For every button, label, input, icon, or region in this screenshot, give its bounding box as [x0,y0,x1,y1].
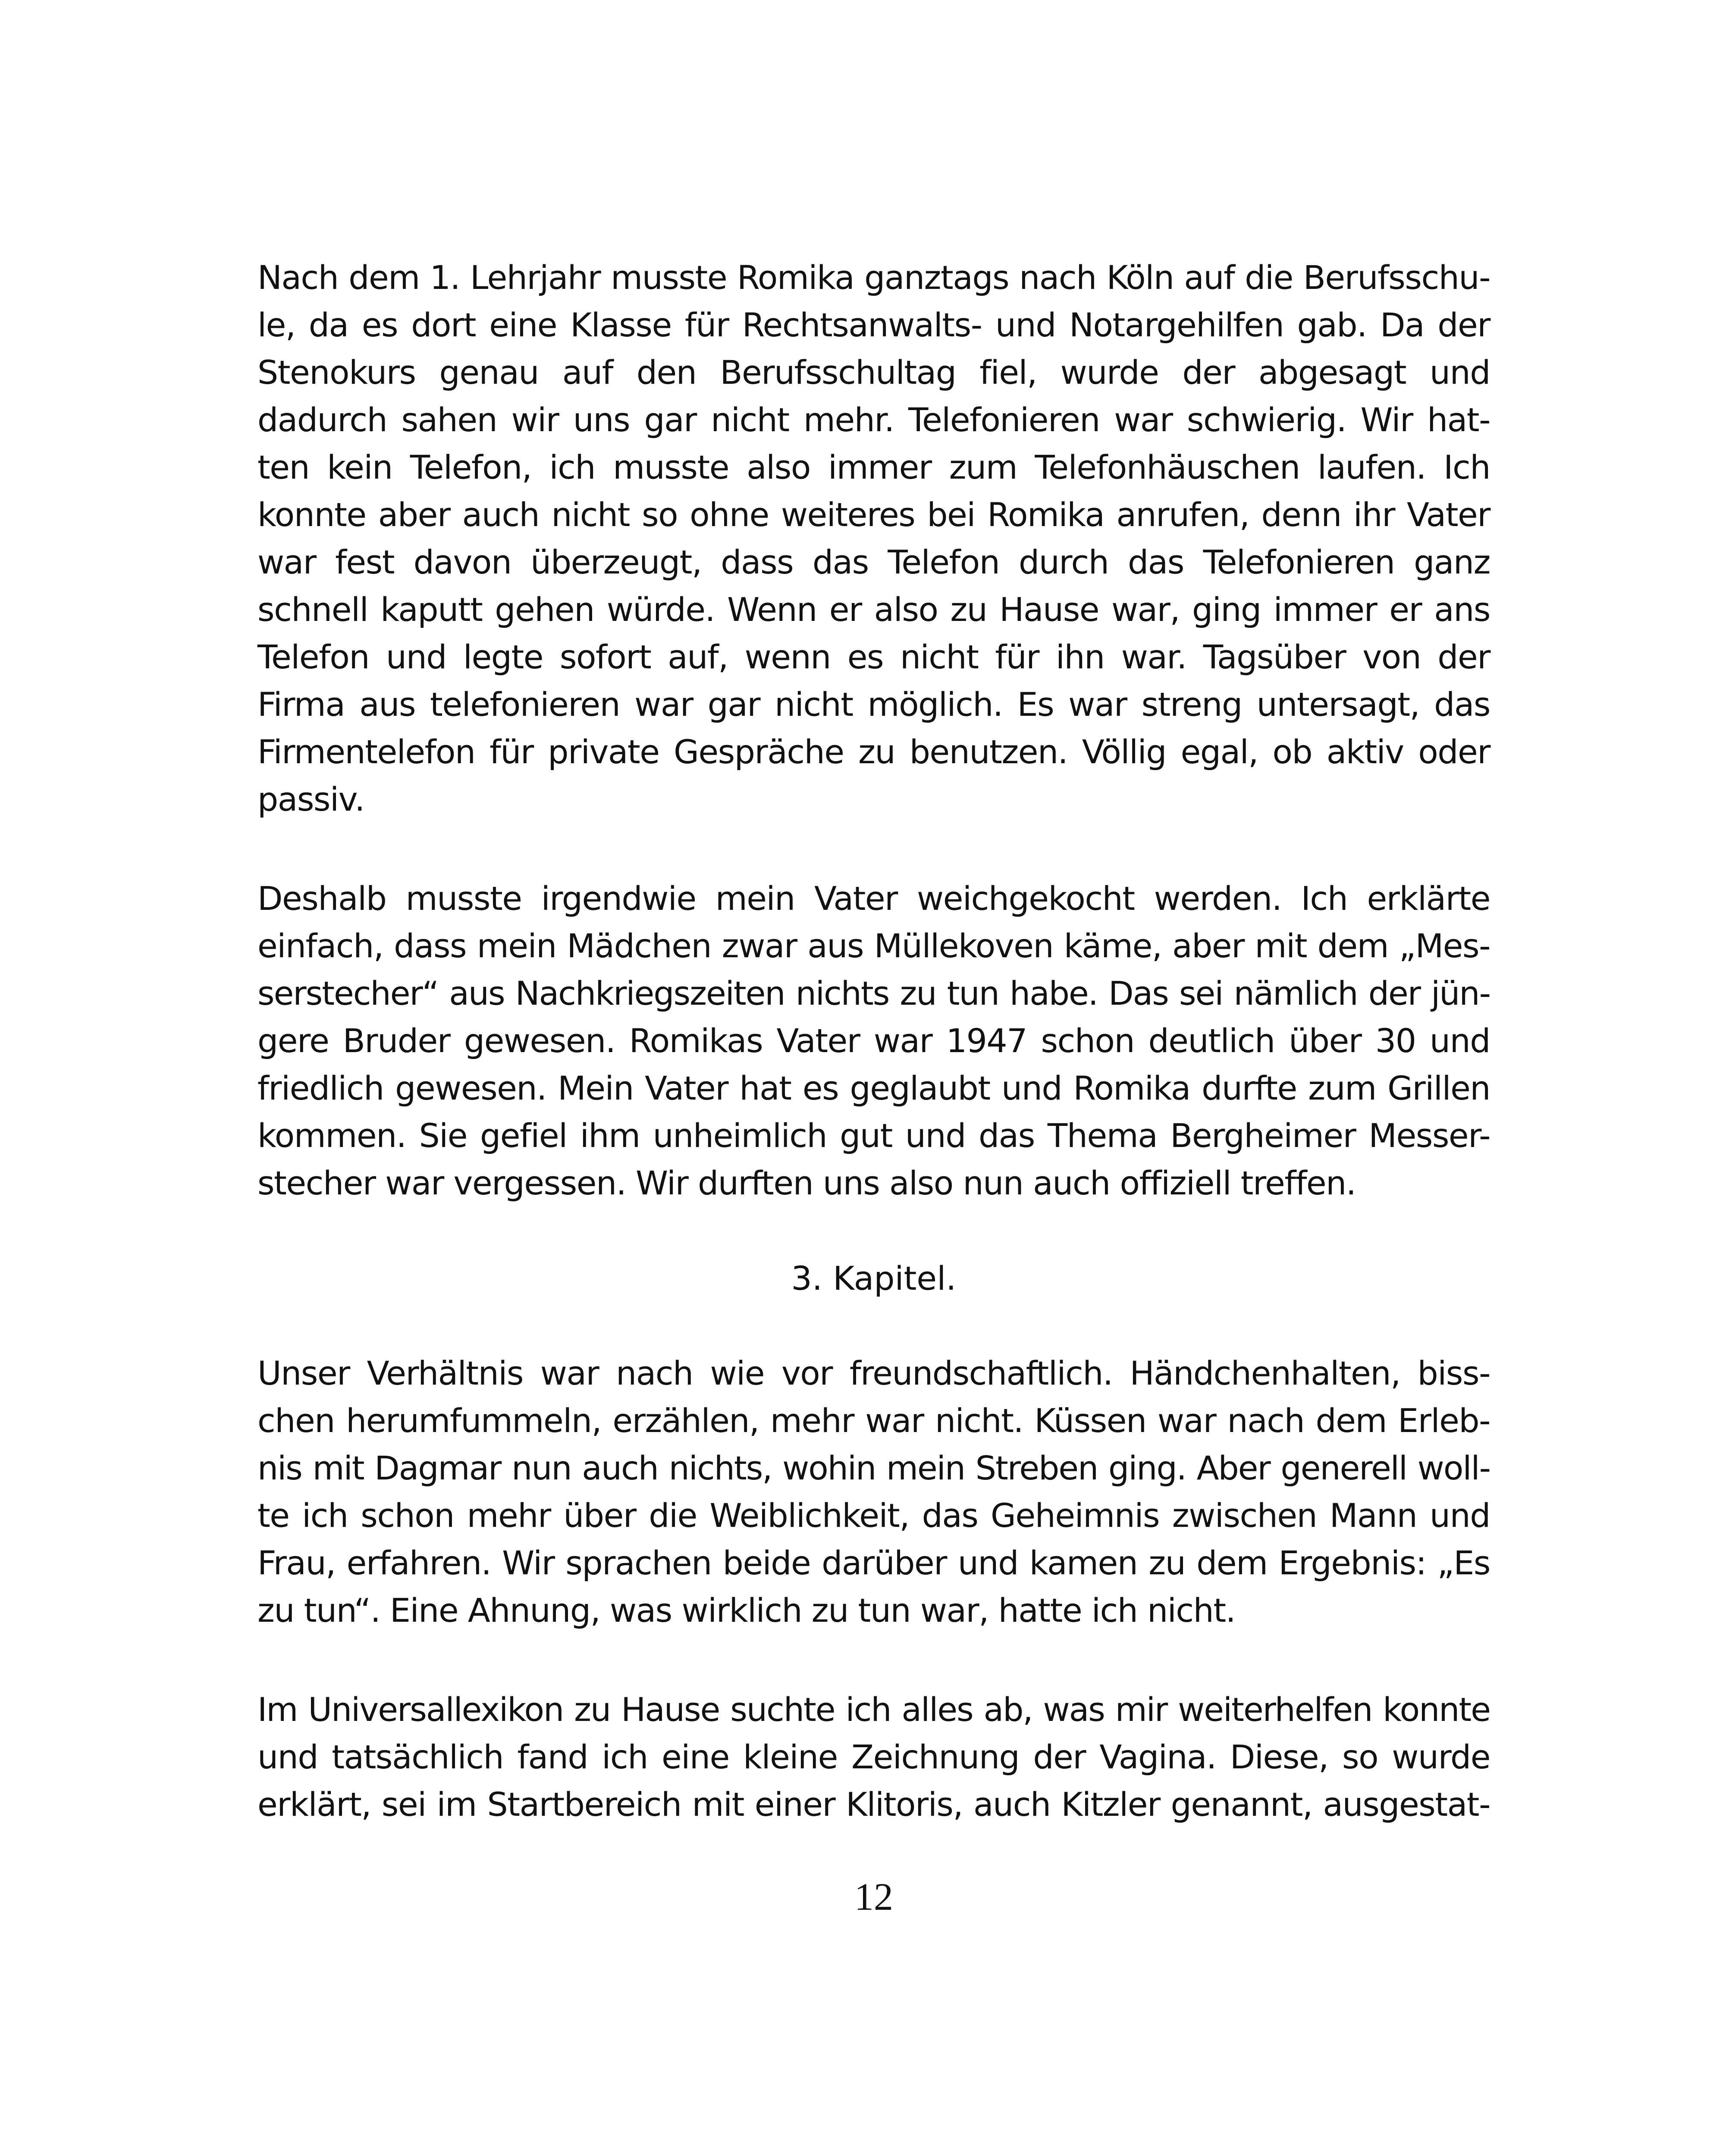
paragraph-1-line-9: Telefon und legte sofort auf, wenn es nicht für ihn war. Tagsüber von der [257,638,1490,676]
paragraph-3-line-4: te ich schon mehr über die Weiblichkeit, das Geheimnis zwischen Mann und [257,1496,1490,1535]
paragraph-1-line-6: konnte aber auch nicht so ohne weiteres bei Romika anrufen, denn ihr Vater [257,495,1490,534]
paragraph-1-line-11: Firmentelefon für private Gespräche zu benutzen. Völlig egal, ob aktiv oder [257,733,1490,771]
paragraph-2-line-7: stecher war vergessen. Wir durften uns also nun auch offiziell treffen. [257,1164,1356,1202]
paragraph-2-line-6: kommen. Sie gefiel ihm unheimlich gut und das Thema Bergheimer Messer- [257,1116,1490,1155]
paragraph-1-line-2: le, da es dort eine Klasse für Rechtsanwalts- und Notargehilfen gab. Da der [257,306,1490,344]
paragraph-2-line-2: einfach, dass mein Mädchen zwar aus Müllekoven käme, aber mit dem „Mes- [257,927,1490,965]
paragraph-2-line-5: friedlich gewesen. Mein Vater hat es geglaubt und Romika durfte zum Grillen [257,1069,1490,1107]
paragraph-1-line-10: Firma aus telefonieren war gar nicht möglich. Es war streng untersagt, das [257,685,1490,724]
paragraph-3-line-6: zu tun“. Eine Ahnung, was wirklich zu tun war, hatte ich nicht. [257,1591,1236,1630]
paragraph-4-line-3: erklärt, sei im Startbereich mit einer Klitoris, auch Kitzler genannt, ausgestat- [257,1785,1490,1824]
paragraph-3-line-1: Unser Verhältnis war nach wie vor freundschaftlich. Händchenhalten, biss- [257,1354,1490,1392]
paragraph-1-line-4: dadurch sahen wir uns gar nicht mehr. Telefonieren war schwierig. Wir hat- [257,401,1490,439]
paragraph-1-line-12: passiv. [257,780,364,818]
paragraph-4-line-2: und tatsächlich fand ich eine kleine Zeichnung der Vagina. Diese, so wurde [257,1738,1490,1776]
page-number: 12 [854,1876,893,1918]
paragraph-1-line-5: ten kein Telefon, ich musste also immer zum Telefonhäuschen laufen. Ich [257,448,1490,486]
paragraph-3-line-3: nis mit Dagmar nun auch nichts, wohin mein Streben ging. Aber generell woll- [257,1449,1490,1487]
paragraph-1-line-3: Stenokurs genau auf den Berufsschultag fiel, wurde der abgesagt und [257,353,1490,392]
paragraph-1-line-7: war fest davon überzeugt, dass das Telefon durch das Telefonieren ganz [257,543,1490,581]
chapter-heading: 3. Kapitel. [791,1259,957,1297]
paragraph-3-line-5: Frau, erfahren. Wir sprachen beide darüber und kamen zu dem Ergebnis: „Es [257,1544,1490,1582]
paragraph-1-line-1: Nach dem 1. Lehrjahr musste Romika ganztags nach Köln auf die Berufsschu- [257,258,1490,297]
paragraph-2-line-1: Deshalb musste irgendwie mein Vater weichgekocht werden. Ich erklärte [257,879,1490,918]
paragraph-2-line-4: gere Bruder gewesen. Romikas Vater war 1947 schon deutlich über 30 und [257,1022,1490,1060]
paragraph-1-line-8: schnell kaputt gehen würde. Wenn er also zu Hause war, ging immer er ans [257,590,1490,629]
paragraph-3-line-2: chen herumfummeln, erzählen, mehr war nicht. Küssen war nach dem Erleb- [257,1401,1490,1440]
paragraph-2-line-3: serstecher“ aus Nachkriegszeiten nichts zu tun habe. Das sei nämlich der jün- [257,974,1490,1012]
paragraph-4-line-1: Im Universallexikon zu Hause suchte ich alles ab, was mir weiterhelfen konnte [257,1690,1490,1729]
